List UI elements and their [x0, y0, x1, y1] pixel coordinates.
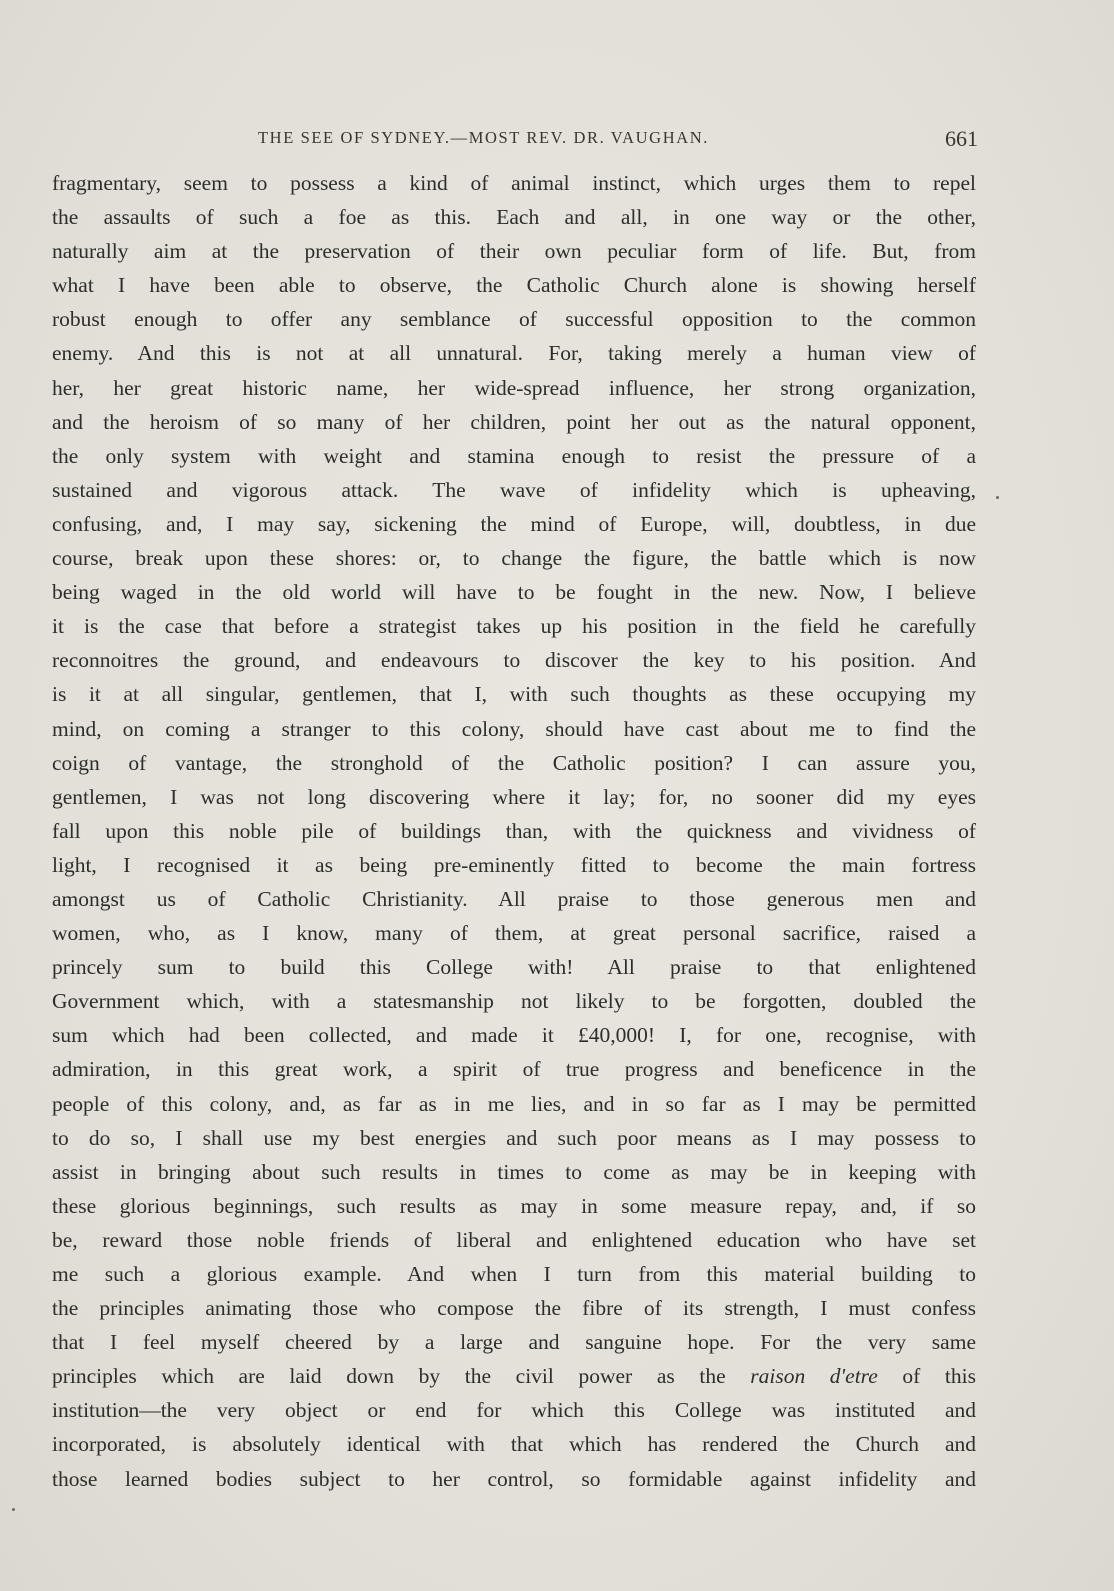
text-line: her, her great historic name, her wide-spread influence, her strong organization, [52, 375, 976, 400]
text-line: people of this colony, and, as far as in me lies, and in so far as I may be permitted [52, 1091, 976, 1116]
text-line: Government which, with a statesmanship not likely to be forgotten, doubled the [52, 989, 976, 1014]
paper-speck [996, 496, 999, 499]
text-line: enemy. And this is not at all unnatural. For, taking merely a human view of [52, 341, 976, 366]
text-line: assist in bringing about such results in times to come as may be in keeping with [52, 1159, 976, 1184]
running-head: THE SEE OF SYDNEY.—MOST REV. DR. VAUGHAN. [258, 128, 709, 147]
text-line: fall upon this noble pile of buildings than, with the quickness and vividness of [52, 818, 976, 843]
text-line: women, who, as I know, many of them, at great personal sacrifice, raised a [52, 921, 976, 946]
text-line: sustained and vigorous attack. The wave of infidelity which is upheaving, [52, 477, 976, 502]
paper-speck [12, 1508, 15, 1511]
text-line: mind, on coming a stranger to this colony, should have cast about me to find the [52, 716, 976, 741]
text-line: coign of vantage, the stronghold of the Catholic position? I can assure you, [52, 750, 976, 775]
text-line: reconnoitres the ground, and endeavours to discover the key to his position. And [52, 648, 976, 673]
page-number: 661 [945, 126, 978, 151]
italic-phrase: raison d'etre [750, 1364, 878, 1389]
body-text [52, 166, 976, 1496]
text-line: institution—the very object or end for which this College was instituted and [52, 1398, 976, 1423]
text-line: robust enough to offer any semblance of successful opposition to the common [52, 307, 976, 332]
text-line: be, reward those noble friends of liberal and enlightened education who have set [52, 1227, 976, 1252]
text-line-with-italic [52, 1359, 976, 1393]
text-line: that I feel myself cheered by a large and sanguine hope. For the very same [52, 1330, 976, 1355]
text-line: is it at all singular, gentlemen, that I, with such thoughts as these occupying my [52, 682, 976, 707]
text-line: fragmentary, seem to possess a kind of animal instinct, which urges them to repel [52, 171, 976, 195]
text-line: admiration, in this great work, a spirit of true progress and beneficence in the [52, 1057, 976, 1082]
text-line: sum which had been collected, and made it £40,000! I, for one, recognise, with [52, 1023, 976, 1048]
text-line: those learned bodies subject to her control, so formidable against infidelity and [52, 1466, 976, 1491]
text-line: light, I recognised it as being pre-eminently fitted to become the main fortress [52, 852, 976, 877]
text-line: the principles animating those who compose the fibre of its strength, I must confess [52, 1296, 976, 1321]
text-line: incorporated, is absolutely identical with that which has rendered the Church and [52, 1432, 976, 1457]
text-line: naturally aim at the preservation of their own peculiar form of life. But, from [52, 239, 976, 264]
text-line: to do so, I shall use my best energies and such poor means as I may possess to [52, 1125, 976, 1150]
text-line: these glorious beginnings, such results as may in some measure repay, and, if so [52, 1193, 976, 1218]
text-line: amongst us of Catholic Christianity. All praise to those generous men and [52, 886, 976, 911]
text-line: me such a glorious example. And when I turn from this material building to [52, 1262, 976, 1286]
text-line: gentlemen, I was not long discovering where it lay; for, no sooner did my eyes [52, 784, 976, 809]
text-line: the only system with weight and stamina enough to resist the pressure of a [52, 443, 976, 468]
text-line: the assaults of such a foe as this. Each and all, in one way or the other, [52, 205, 976, 230]
text-line: confusing, and, I may say, sickening the mind of Europe, will, doubtless, in due [52, 511, 976, 536]
text-line: course, break upon these shores: or, to change the figure, the battle which is now [52, 546, 976, 571]
text-line: being waged in the old world will have to be fought in the new. Now, I believe [52, 580, 976, 605]
text-line: what I have been able to observe, the Catholic Church alone is showing herself [52, 273, 976, 298]
text-line: and the heroism of so many of her children, point her out as the natural opponent, [52, 409, 976, 434]
text-segment: principles which are laid down by the civil power as the [52, 1364, 751, 1389]
text-segment: of this [877, 1364, 976, 1389]
text-line: princely sum to build this College with! All praise to that enlightened [52, 955, 976, 980]
text-line: it is the case that before a strategist takes up his position in the field he carefully [52, 614, 976, 639]
